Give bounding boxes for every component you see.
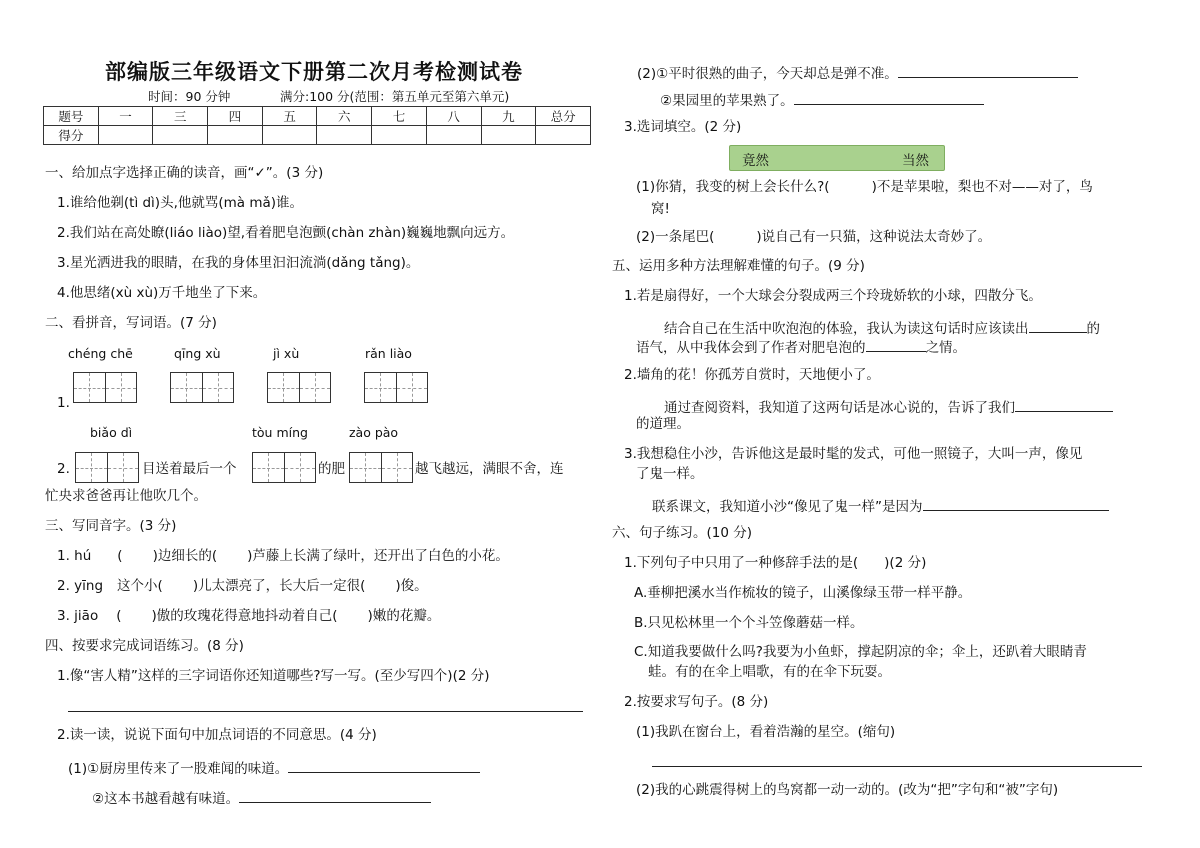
writing-grid[interactable]: [349, 452, 413, 483]
answer-line[interactable]: [866, 337, 926, 352]
table-cell: 得分: [44, 126, 99, 145]
answer-line[interactable]: [898, 63, 1078, 78]
score-input-cell[interactable]: [372, 126, 427, 145]
pinyin-label: qīng xù: [174, 346, 221, 361]
question-text: (1)我趴在窗台上，看着浩瀚的星空。(缩句): [636, 724, 896, 740]
question-text: (1)①厨房里传来了一股难闻的味道。: [68, 758, 480, 777]
section-5-heading: 五、运用多种方法理解难懂的句子。(9 分): [612, 258, 865, 274]
pinyin-label: rǎn liào: [365, 346, 412, 361]
answer-line[interactable]: [1015, 397, 1113, 412]
question-text: 1.若是扇得好，一个大球会分裂成两三个玲珑娇软的小球，四散分飞。: [624, 288, 1042, 304]
question-text: 3. jiāo ( )傲的玫瑰花得意地抖动着自己( )嫩的花瓣。: [57, 608, 441, 624]
question-text: ②这本书越看越有味道。: [92, 788, 431, 807]
table-cell: 八: [426, 107, 481, 126]
section-2-heading: 二、看拼音，写词语。(7 分): [45, 315, 217, 331]
question-text: 忙央求爸爸再让他吹几个。: [45, 488, 207, 504]
question-text: ②果园里的苹果熟了。: [660, 90, 984, 109]
section-6-heading: 六、句子练习。(10 分): [612, 525, 753, 541]
option-b[interactable]: B.只见松林里一个个斗笠像蘑菇一样。: [634, 615, 864, 631]
section-1-heading: 一、给加点字选择正确的读音，画“✓”。(3 分): [45, 165, 324, 181]
pinyin-label: 3. jiāo: [57, 608, 99, 624]
table-cell: 一: [98, 107, 153, 126]
score-input-cell[interactable]: [481, 126, 536, 145]
answer-line[interactable]: [288, 758, 480, 773]
table-cell: 五: [262, 107, 317, 126]
table-cell: 题号: [44, 107, 99, 126]
score-input-cell[interactable]: [262, 126, 317, 145]
answer-line[interactable]: [923, 496, 1109, 511]
question-text: 2.我们站在高处瞭(liáo liào)望,看着肥皂泡颤(chàn zhàn)巍巍地飘向远方。: [57, 225, 515, 241]
answer-line[interactable]: [1029, 318, 1087, 333]
answer-line[interactable]: [652, 766, 1142, 767]
score-table-score-row: [44, 126, 591, 145]
pinyin-label: tòu míng: [252, 425, 308, 440]
score-input-cell[interactable]: [98, 126, 153, 145]
question-text: 2.读一读，说说下面句中加点词语的不同意思。(4 分): [57, 727, 377, 743]
question-text: 2.按要求写句子。(8 分): [624, 694, 769, 710]
word-option: 当然: [902, 153, 929, 169]
table-cell: 九: [481, 107, 536, 126]
pinyin-label: 2. yīng: [57, 578, 104, 594]
answer-line[interactable]: [239, 788, 431, 803]
score-input-cell[interactable]: [536, 126, 591, 145]
exam-time: 时间：90 分钟: [148, 89, 231, 104]
table-cell: 四: [208, 107, 263, 126]
table-cell: 六: [317, 107, 372, 126]
answer-line[interactable]: [68, 711, 583, 712]
page-title: 部编版三年级语文下册第二次月考检测试卷: [105, 60, 523, 84]
table-cell: 七: [372, 107, 427, 126]
question-text: 3.选词填空。(2 分): [624, 119, 742, 135]
word-option: 竟然: [742, 153, 769, 169]
writing-grid[interactable]: [75, 452, 139, 483]
question-text: 1. hú ( )边细长的( )芦藤上长满了绿叶，还开出了白色的小花。: [57, 548, 509, 564]
option-a[interactable]: A.垂柳把溪水当作梳妆的镜子，山溪像绿玉带一样平静。: [634, 585, 972, 601]
question-text: (2)我的心跳震得树上的鸟窝都一动一动的。(改为“把”字句和“被”字句): [636, 782, 1059, 798]
option-c[interactable]: C.知道我要做什么吗?我要为小鱼虾，撑起阴凉的伞；伞上，还趴着大眼睛青: [634, 644, 1087, 660]
question-text: 的肥: [318, 461, 345, 477]
question-text: (2)①平时很熟的曲子，今天却总是弹不准。: [637, 63, 1078, 82]
score-input-cell[interactable]: [208, 126, 263, 145]
pinyin-label: biǎo dì: [90, 425, 133, 440]
option-c-continued: 蛙。有的在伞上唱歌，有的在伞下玩耍。: [648, 664, 891, 680]
question-text: 目送着最后一个: [142, 461, 237, 477]
pinyin-label: chéng chē: [68, 346, 133, 361]
score-input-cell[interactable]: [153, 126, 208, 145]
question-text: 1.谁给他剃(tì dì)头,他就骂(mà mǎ)谁。: [57, 195, 304, 211]
writing-grid[interactable]: [73, 372, 137, 403]
question-text: 2. yīng 这个小( )儿太漂亮了，长大后一定很( )俊。: [57, 578, 428, 594]
score-input-cell[interactable]: [426, 126, 481, 145]
question-text: 了鬼一样。: [636, 466, 704, 482]
table-cell: 总分: [536, 107, 591, 126]
question-text: 2.墙角的花！你孤芳自赏时，天地便小了。: [624, 367, 880, 383]
question-text: 通过查阅资料，我知道了这两句话是冰心说的，告诉了我们: [664, 397, 1113, 416]
writing-grid[interactable]: [364, 372, 428, 403]
word-bank: [729, 145, 945, 171]
table-cell: 三: [153, 107, 208, 126]
section-4-heading: 四、按要求完成词语练习。(8 分): [45, 638, 244, 654]
pinyin-label: zào pào: [349, 425, 399, 440]
question-text: 结合自己在生活中吹泡泡的体验，我认为读这句话时应该读出 的: [664, 318, 1100, 337]
question-text: 3.我想稳住小沙，告诉他这是最时髦的发式，可他一照镜子，大叫一声，像见: [624, 446, 1083, 462]
pinyin-label: 1. hú: [57, 548, 92, 564]
question-number: 1.: [57, 395, 70, 411]
score-table: [43, 106, 591, 145]
pinyin-label: jì xù: [273, 346, 300, 361]
score-input-cell[interactable]: [317, 126, 372, 145]
writing-grid[interactable]: [170, 372, 234, 403]
question-text: 4.他思绪(xù xù)万千地坐了下来。: [57, 285, 267, 301]
answer-line[interactable]: [794, 90, 984, 105]
section-3-heading: 三、写同音字。(3 分): [45, 518, 177, 534]
writing-grid[interactable]: [252, 452, 316, 483]
question-text: 1.像“害人精”这样的三字词语你还知道哪些?写一写。(至少写四个)(2 分): [57, 668, 490, 684]
exam-score-info: 满分:100 分(范围：第五单元至第六单元): [280, 89, 510, 104]
question-text: 的道理。: [636, 416, 690, 432]
question-text: 窝!: [651, 201, 670, 217]
question-text: 语气，从中我体会到了作者对肥皂泡的 之情。: [636, 337, 966, 356]
question-text: 越飞越远，满眼不舍，连: [415, 461, 564, 477]
question-text: 联系课文，我知道小沙“像见了鬼一样”是因为: [652, 496, 1109, 515]
writing-grid[interactable]: [267, 372, 331, 403]
question-text: (1)你猜，我变的树上会长什么?( )不是苹果啦，梨也不对——对了，鸟: [636, 179, 1093, 195]
question-number: 2.: [57, 461, 70, 477]
question-text: 3.星光洒进我的眼睛，在我的身体里汩汩流淌(dǎng tǎng)。: [57, 255, 420, 271]
question-text: (2)一条尾巴( )说自己有一只猫，这种说法太奇妙了。: [636, 229, 992, 245]
question-text: 1.下列句子中只用了一种修辞手法的是( )(2 分): [624, 555, 927, 571]
score-table-header-row: [44, 107, 591, 126]
